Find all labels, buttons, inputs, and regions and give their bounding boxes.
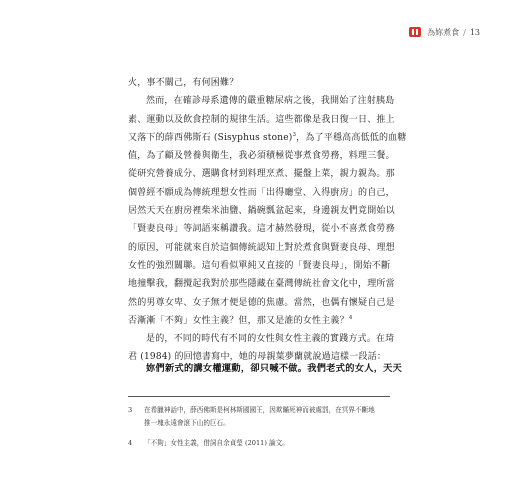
body-line: 居然天天在廚房裡柴米油鹽、鍋碗瓢盆起來，身邊親友們竟開始以 (128, 206, 395, 217)
body-line: 火，事不關己，有何困難？ (128, 78, 239, 88)
footnote-ref-4[interactable]: 4 (348, 314, 353, 321)
body-line: 然而，在確診母系遺傳的嚴重糖尿病之後，我開始了注射胰島 (146, 96, 395, 107)
footnote-line: 在希臘神話中，薛西佛斯是柯林斯國國王，因欺瞞死神而被處罰，在冥界不斷地 (144, 406, 375, 414)
page-number: 13 (469, 27, 480, 37)
chapter-logo-icon (408, 26, 422, 38)
footnote-number: 3 (128, 406, 133, 414)
body-line: 然的男尊女卑、女子無才便是德的焦慮。當然，也偶有懷疑自己是 (128, 297, 395, 308)
footnote-text (144, 404, 390, 429)
body-text (128, 74, 407, 367)
body-line: 值，為了顧及營養與衛生，我必須積極從事煮食勞務，料理三餐。 (128, 151, 395, 162)
footnotes (128, 404, 390, 450)
footnote-number: 4 (128, 439, 133, 447)
body-line: 個曾經不願成為傳統理想女性而「出得廳堂、入得廚房」的自己， (128, 187, 395, 198)
body-line: 從研究營養成分、選購食材到料理烹煮、擺盤上菜，親力親為。那 (128, 169, 395, 180)
footnote-ref-3[interactable]: 3 (292, 131, 297, 138)
body-text-run: 否漸漸「不夠」女性主義？但，那又是誰的女性主義？ (128, 315, 349, 326)
body-line: 的原因，可能就來自於這個傳統認知上對於煮食與賢妻良母、理想 (128, 242, 395, 253)
footnote-3 (128, 404, 390, 429)
body-line: 女性的強烈關聯。這句看似單純又直接的「賢妻良母」，開始不斷 (128, 260, 391, 271)
body-line (128, 312, 390, 330)
body-text-run: ，為了平穩高高低低的血糖 (296, 132, 407, 143)
body-line: 是的，不同的時代有不同的女性與女性主義的實踐方式。在琦 (146, 334, 395, 345)
body-line: 素、運動以及飲食控制的規律生活。這些都像是我日復一日、推上 (128, 114, 395, 125)
body-text-run: 又落下的薛西佛斯石 (Sisyphus stone) (128, 132, 293, 143)
body-line (128, 129, 407, 147)
section-title: 為妳煮食 (427, 27, 460, 37)
footnote-line: 「不夠」女性主義，借詞自余貞瑩 (2011) 論文。 (144, 439, 289, 447)
footnote-line: 推一塊永遠會滾下山的巨石。 (144, 418, 230, 427)
body-line: 地撞擊我，翻攪起我對於那些隱藏在臺灣傳統社會文化中，理所當 (128, 279, 395, 290)
block-quote: 妳們新式的講女權運動，卻只喊不做。我們老式的女人，天天 (146, 363, 403, 374)
footnote-divider (128, 396, 390, 397)
body-line: 君 (1984) 的回憶書寫中，她的母親葉夢蘭就說過這樣一段話： (128, 352, 387, 363)
footnote-4 (128, 437, 390, 450)
running-header (320, 25, 480, 39)
body-line: 「賢妻良母」等詞語來稱讚我。這才赫然發現，從小不喜煮食勞務 (128, 224, 395, 235)
footnote-text (144, 437, 390, 450)
header-separator: / (463, 27, 466, 37)
